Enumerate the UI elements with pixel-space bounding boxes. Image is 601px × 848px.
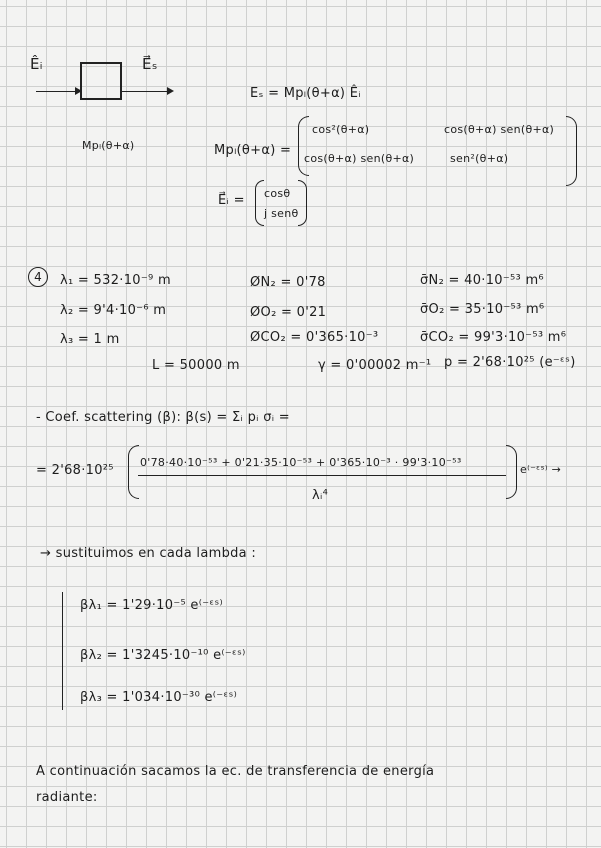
matrix-left-paren (298, 116, 309, 176)
input-arrow (36, 91, 80, 92)
lambda-3: λ₃ = 1 m (60, 332, 120, 347)
polarizer-box (80, 62, 122, 100)
system-brace (62, 592, 63, 710)
sigma-o2: σ̄O₂ = 35·10⁻⁵³ m⁶ (420, 302, 545, 317)
lambda-2: λ₂ = 9'4·10⁻⁶ m (60, 303, 167, 318)
output-arrow (120, 91, 172, 92)
pressure-p: p = 2'68·10²⁵ (e⁻ᵋˢ) (444, 355, 576, 370)
subst-intro: → sustituimos en cada lambda : (40, 546, 257, 561)
length-L: L = 50000 m (152, 358, 240, 373)
coef-line: - Coef. scattering (β): β(s) = Σᵢ pᵢ σᵢ = (36, 410, 290, 425)
fraction-bar (138, 475, 506, 476)
fraction-n2: ØN₂ = 0'78 (250, 275, 326, 290)
beta-lambda-1: βλ₁ = 1'29·10⁻⁵ e⁽⁻ᵋˢ⁾ (80, 598, 224, 613)
vector-left-paren (255, 180, 264, 226)
matrix-12: cos(θ+α) sen(θ+α) (444, 123, 555, 136)
es-equation: Eₛ = Mpₗ(θ+α) Êᵢ (250, 86, 361, 101)
closing-line-1: A continuación sacamos la ec. de transferencia de energía (36, 764, 435, 779)
box-label: Mpₗ(θ+α) (82, 139, 135, 152)
beta-lambda-2: βλ₂ = 1'3245·10⁻¹⁰ e⁽⁻ᵋˢ⁾ (80, 648, 246, 663)
matrix-22: sen²(θ+α) (450, 152, 509, 165)
coef-prefix: = 2'68·10²⁵ (36, 463, 114, 478)
problem-number: 4 (28, 267, 48, 287)
lambda-1: λ₁ = 532·10⁻⁹ m (60, 273, 171, 288)
mpl-lhs: Mpₗ(θ+α) = (214, 143, 292, 158)
vector-2: j senθ (264, 207, 299, 220)
gamma: γ = 0'00002 m⁻¹ (318, 358, 432, 373)
coef-right-paren (506, 445, 517, 499)
matrix-21: cos(θ+α) sen(θ+α) (304, 152, 415, 165)
matrix-right-paren (566, 116, 577, 186)
es-label: E⃗ₛ (142, 55, 158, 73)
ei-vector-lhs: E⃗ᵢ = (218, 193, 245, 208)
beta-lambda-3: βλ₃ = 1'034·10⁻³⁰ e⁽⁻ᵋˢ⁾ (80, 690, 238, 705)
coef-denominator: λᵢ⁴ (312, 488, 329, 503)
fraction-co2: ØCO₂ = 0'365·10⁻³ (250, 330, 379, 345)
fraction-o2: ØO₂ = 0'21 (250, 305, 327, 320)
sigma-co2: σ̄CO₂ = 99'3·10⁻⁵³ m⁶ (420, 330, 567, 345)
vector-right-paren (298, 180, 307, 226)
vector-1: cosθ (264, 187, 291, 200)
closing-line-2: radiante: (36, 790, 98, 805)
sigma-n2: σ̄N₂ = 40·10⁻⁵³ m⁶ (420, 273, 544, 288)
matrix-11: cos²(θ+α) (312, 123, 370, 136)
coef-left-paren (128, 445, 139, 499)
coef-numerator: 0'78·40·10⁻⁵³ + 0'21·35·10⁻⁵³ + 0'365·10⁻³ · 99'3·10⁻⁵³ (140, 456, 462, 469)
ei-label: Êᵢ (30, 55, 43, 73)
coef-suffix: e⁽⁻ᵋˢ⁾ → (520, 463, 562, 476)
